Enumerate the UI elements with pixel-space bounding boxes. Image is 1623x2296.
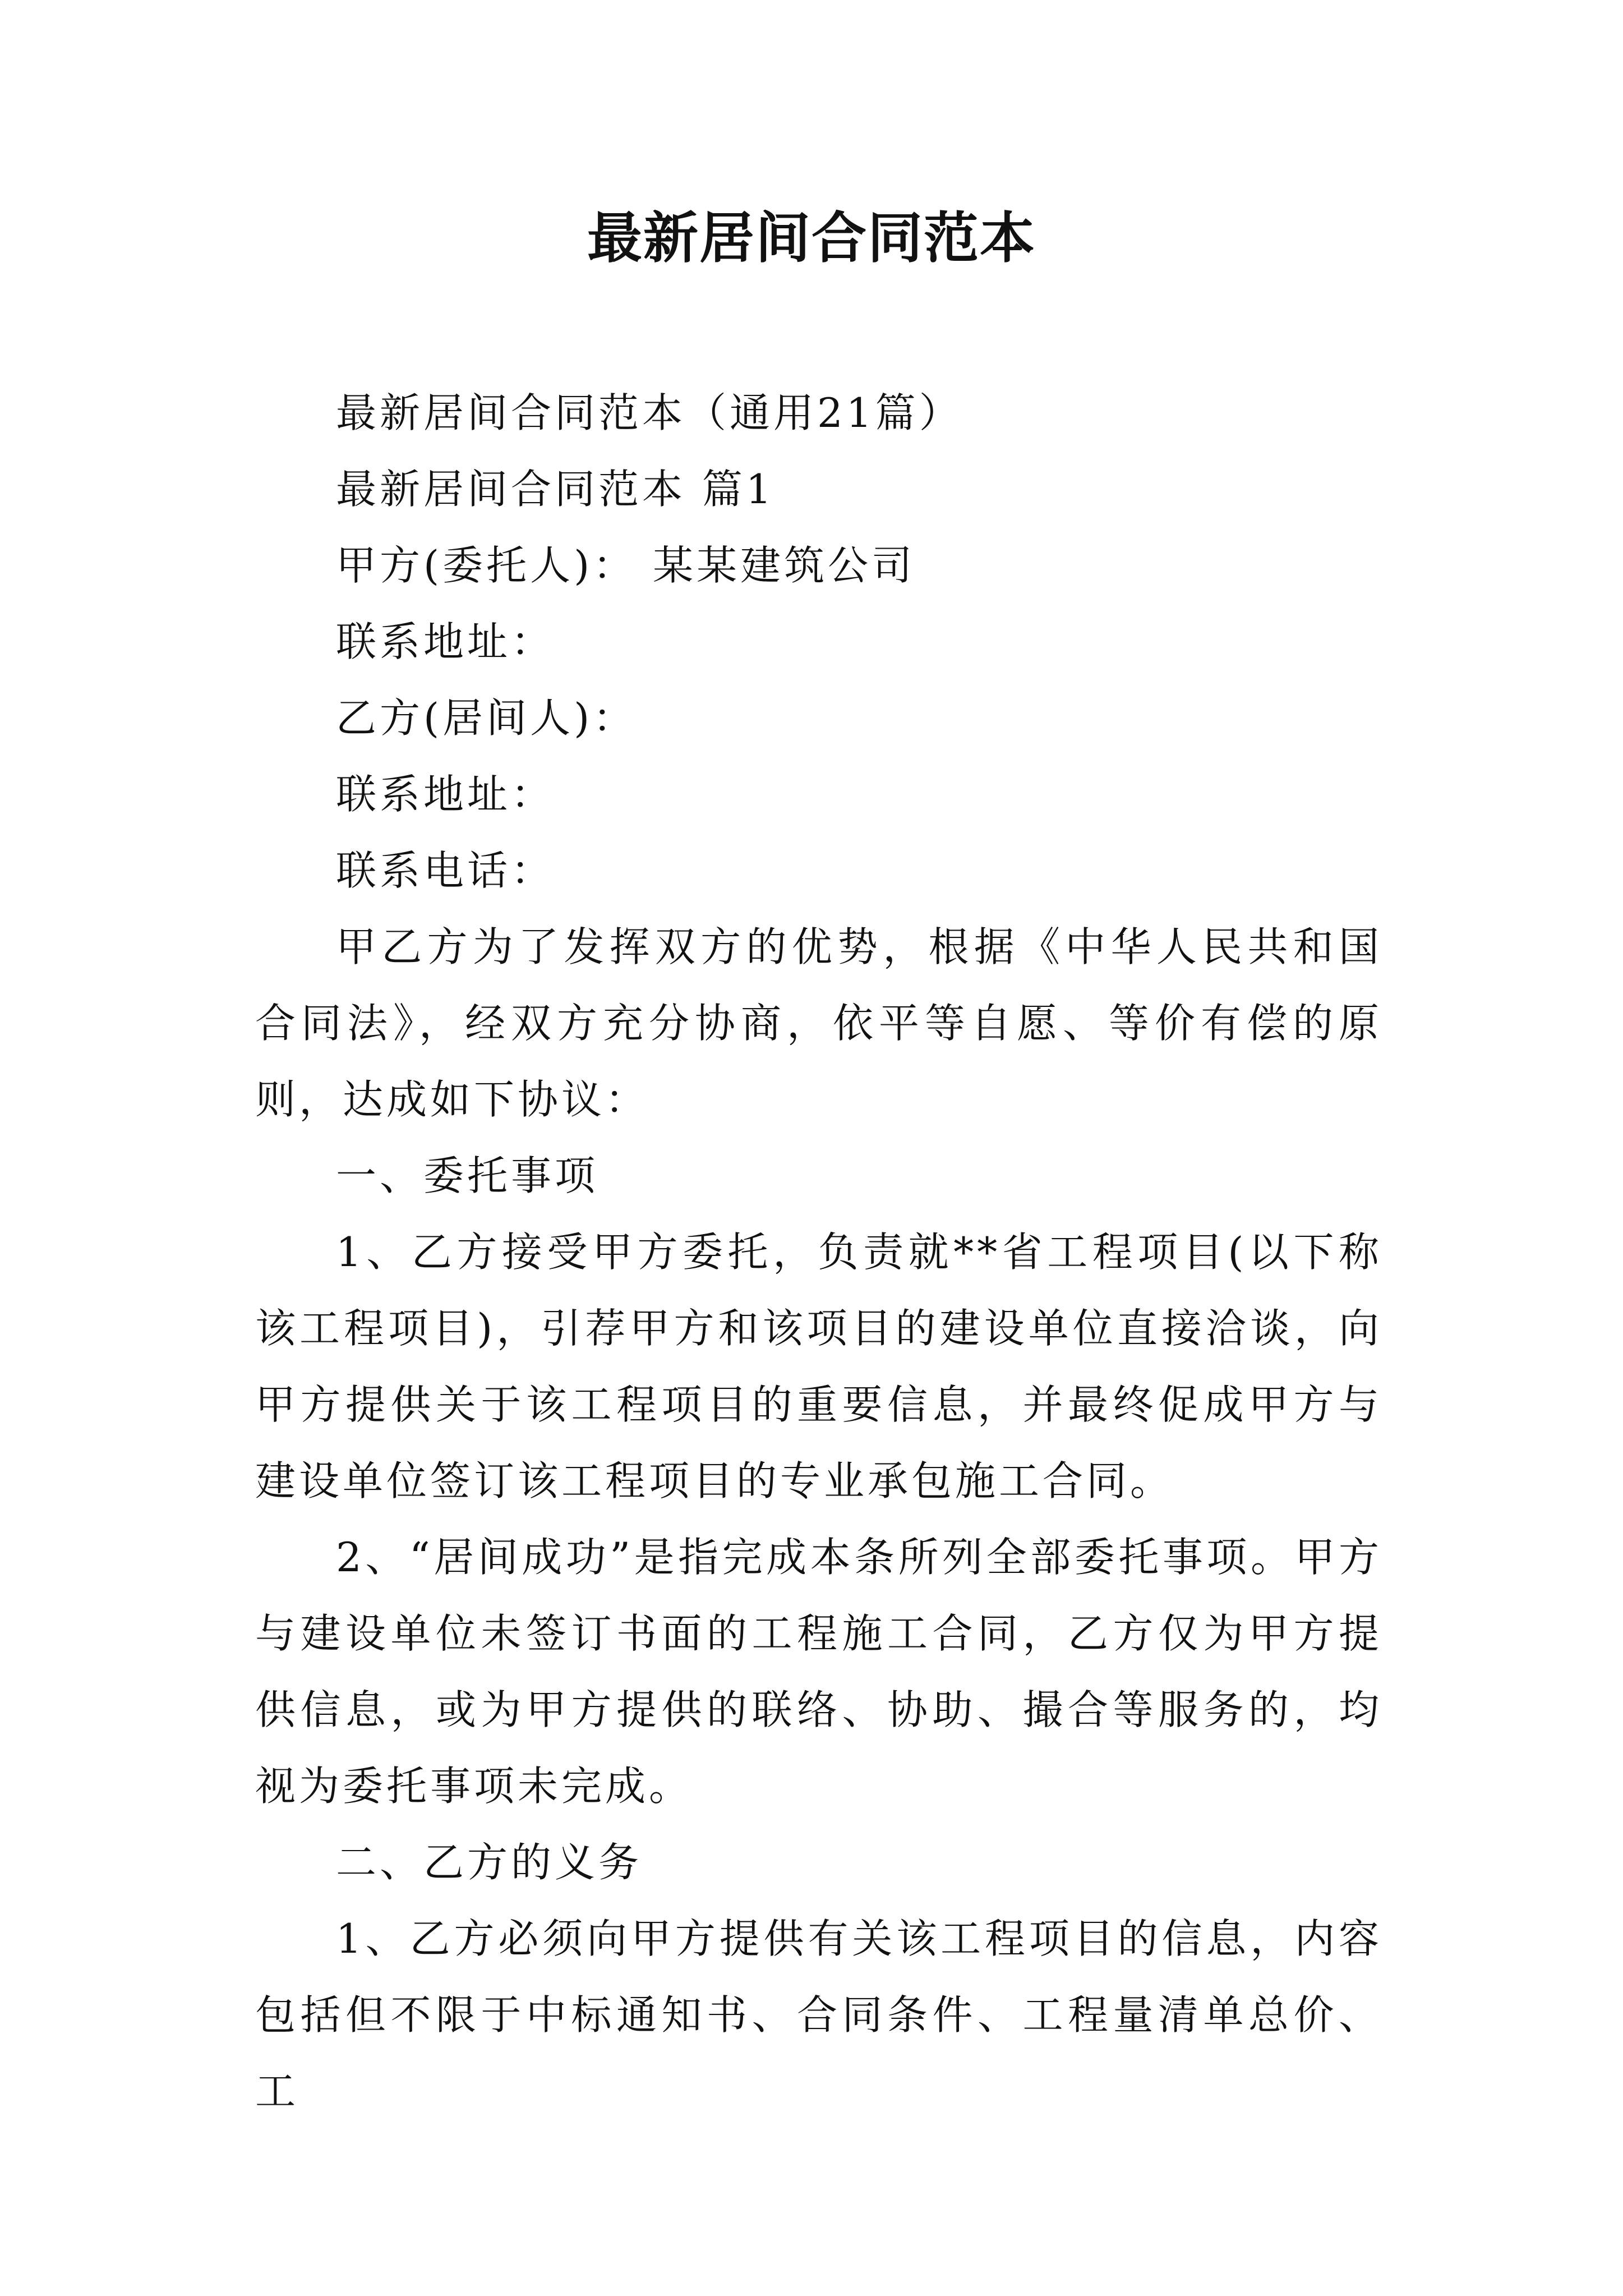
document-body (255, 375, 1382, 2129)
paragraph-preamble: 甲乙方为了发挥双方的优势，根据《中华人民共和国合同法》，经双方充分协商，依平等自愿、等价有偿的原则，达成如下协议： (255, 923, 1382, 1123)
paragraph-clause-2-1: 1、乙方必须向甲方提供有关该工程项目的信息，内容包括但不限于中标通知书、合同条件、工程量清单总价、工 (255, 1915, 1382, 2115)
paragraph-clause-1-2: 2、“居间成功”是指完成本条所列全部委托事项。甲方与建设单位未签订书面的工程施工合同，乙方仅为甲方提供信息，或为甲方提供的联络、协助、撮合等服务的，均视为委托事项未完成。 (255, 1534, 1382, 1810)
paragraph-party-a-address: 联系地址： (336, 618, 555, 665)
paragraph-section-heading: 最新居间合同范本 篇1 (336, 466, 775, 513)
paragraph-clause-1-1: 1、乙方接受甲方委托，负责就**省工程项目(以下称该工程项目)，引荐甲方和该项目的建设单位直接洽谈，向甲方提供关于该工程项目的重要信息，并最终促成甲方与建设单位签订该工程项目的专业承包施工合同。 (255, 1228, 1382, 1504)
paragraph-party-b: 乙方(居间人)： (336, 694, 637, 742)
paragraph-heading-party-b-obligations: 二、乙方的义务 (336, 1839, 643, 1886)
document-title: 最新居间合同范本 (587, 206, 1036, 270)
paragraph-party-a: 甲方(委托人)： 某某建筑公司 (336, 542, 916, 589)
paragraph-party-b-phone: 联系电话： (336, 847, 555, 894)
paragraph-party-b-address: 联系地址： (336, 771, 555, 818)
paragraph-subtitle: 最新居间合同范本（通用21篇） (336, 389, 963, 436)
paragraph-heading-entrusted-matters: 一、委托事项 (336, 1152, 599, 1199)
